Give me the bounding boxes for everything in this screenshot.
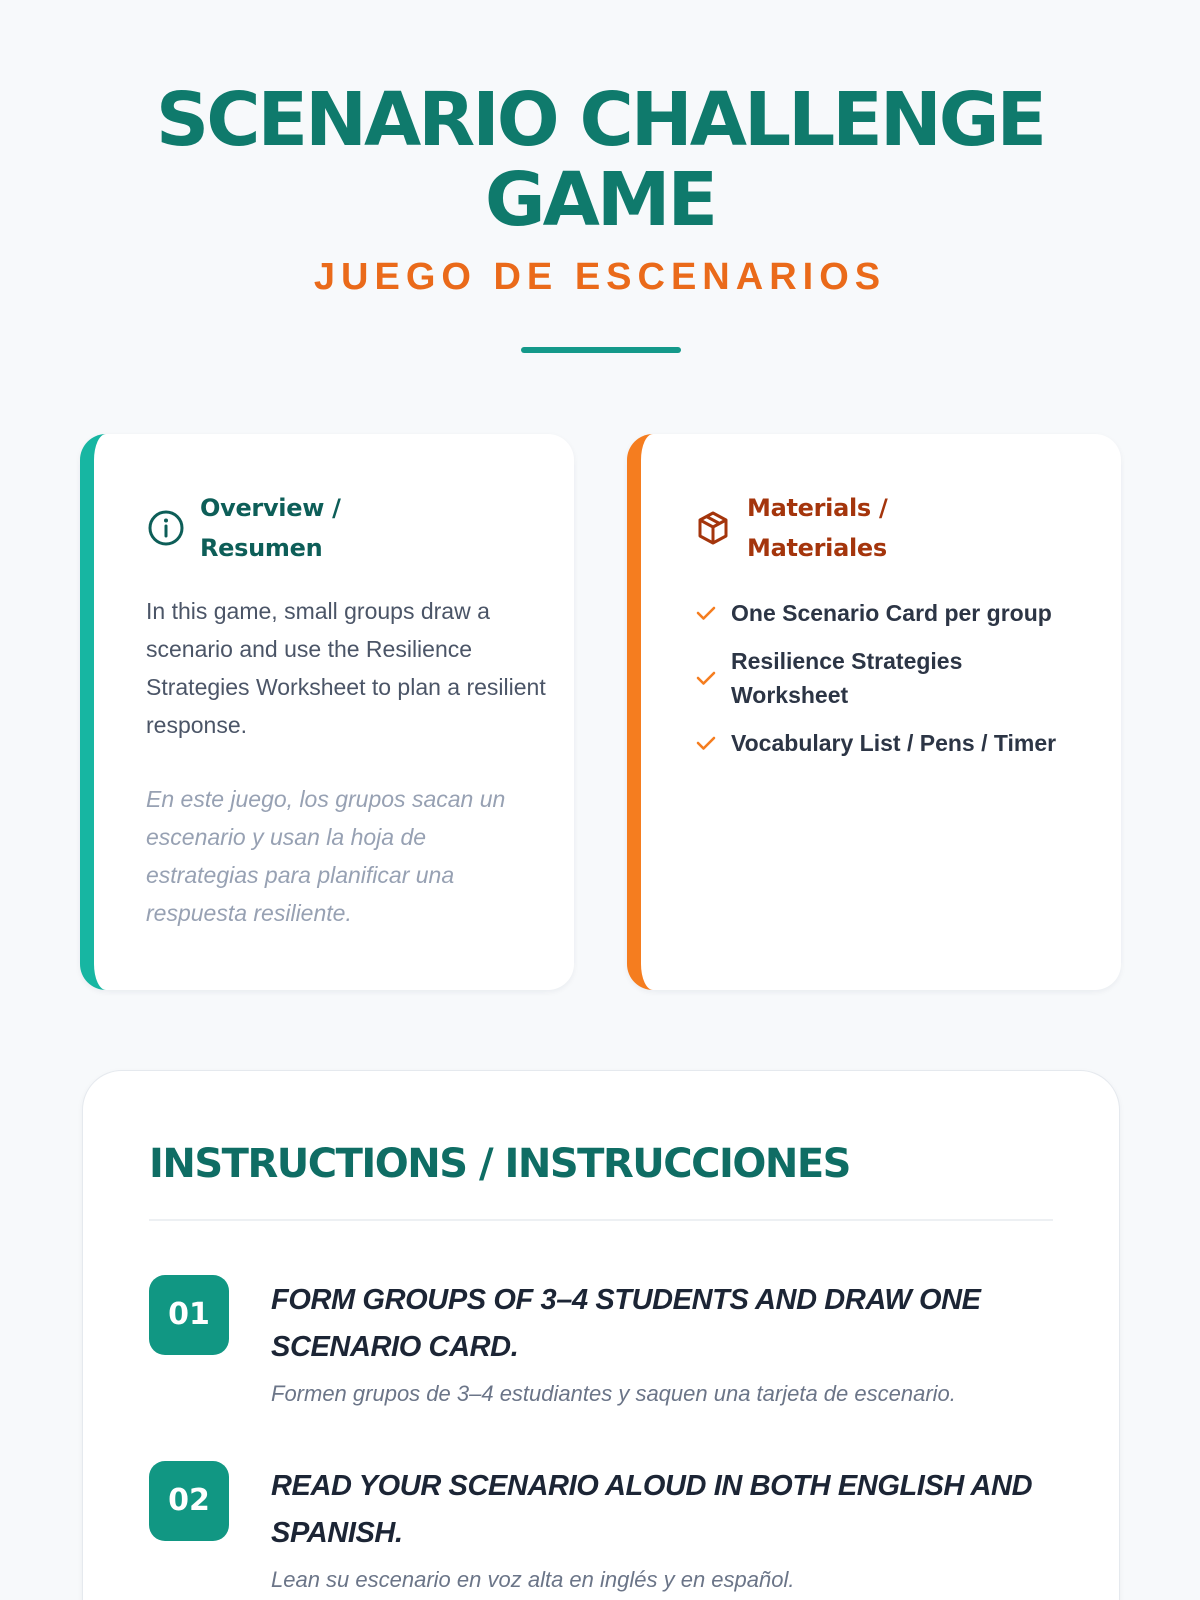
step-content <box>271 1463 1041 1595</box>
materials-item <box>693 726 1093 760</box>
step-text-spanish: Formen grupos de 3–4 estudiantes y saquen una tarjeta de escenario. <box>271 1381 956 1406</box>
title-divider <box>521 347 681 353</box>
overview-card <box>80 434 574 990</box>
info-icon <box>146 508 186 548</box>
overview-text-spanish: En este juego, los grupos sacan un escenario y usan la hoja de estrategias para planificar una respuesta resiliente. <box>146 786 506 926</box>
materials-item-label: One Scenario Card per group <box>731 600 1052 626</box>
step-text-english: READ YOUR SCENARIO ALOUD IN BOTH ENGLISH AND SPANISH. <box>271 1470 1033 1549</box>
overview-text-english: In this game, small groups draw a scenario and use the Resilience Strategies Worksheet to plan a resilient response. <box>146 598 546 738</box>
materials-item-label: Vocabulary List / Pens / Timer <box>731 730 1057 756</box>
overview-header <box>146 488 410 568</box>
step-text-spanish: Lean su escenario en voz alta en inglés y en español. <box>271 1567 795 1592</box>
check-icon <box>693 600 719 626</box>
materials-header <box>693 488 987 568</box>
materials-item <box>693 596 1093 630</box>
materials-card <box>627 434 1121 990</box>
header <box>0 77 1200 299</box>
step-number-badge: 01 <box>149 1275 229 1355</box>
instructions-panel <box>82 1070 1120 1600</box>
materials-item <box>693 644 1093 712</box>
instructions-divider <box>149 1219 1053 1221</box>
check-icon <box>693 665 719 691</box>
materials-title: Materials / Materiales <box>747 494 888 562</box>
step-number-badge: 02 <box>149 1461 229 1541</box>
check-icon <box>693 730 719 756</box>
page-subtitle: JUEGO DE ESCENARIOS <box>313 256 887 298</box>
overview-title: Overview / Resumen <box>200 494 341 562</box>
step-text-english: FORM GROUPS OF 3–4 STUDENTS AND DRAW ONE SCENARIO CARD. <box>271 1284 981 1363</box>
instructions-title: INSTRUCTIONS / INSTRUCCIONES <box>149 1141 850 1187</box>
page-title: SCENARIO CHALLENGE GAME <box>155 77 1045 243</box>
materials-list <box>693 596 1093 774</box>
step-content <box>271 1277 1041 1409</box>
materials-item-label: Resilience Strategies Worksheet <box>731 648 963 708</box>
package-icon <box>693 508 733 548</box>
